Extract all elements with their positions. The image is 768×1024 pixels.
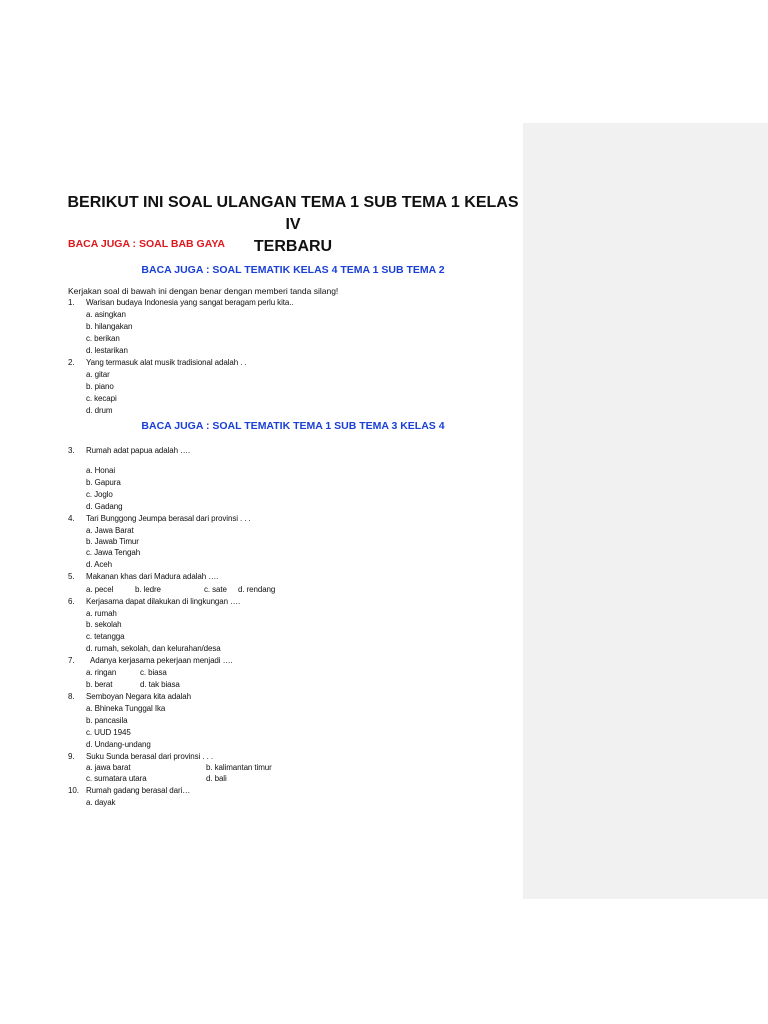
question-number: 9.: [68, 752, 75, 761]
question-text: Adanya kerjasama pekerjaan menjadi ….: [90, 656, 233, 665]
option: b. piano: [86, 382, 114, 391]
option: b. berat: [86, 680, 113, 689]
option: d. tak biasa: [140, 680, 180, 689]
question-text: Tari Bunggong Jeumpa berasal dari provinsi . . .: [86, 514, 251, 523]
link-tema1-subtema3[interactable]: BACA JUGA : SOAL TEMATIK TEMA 1 SUB TEMA 3 KELAS 4: [141, 420, 445, 432]
title-line-1: BERIKUT INI SOAL ULANGAN TEMA 1 SUB TEMA 1 KELAS IV: [67, 194, 519, 233]
option: b. Jawab Timur: [86, 537, 139, 546]
option: a. pecel: [86, 585, 114, 594]
question-text: Yang termasuk alat musik tradisional adalah . .: [86, 358, 247, 367]
comment-pane: [523, 123, 768, 899]
option: a. Bhineka Tunggal Ika: [86, 704, 166, 713]
option: c. sate: [204, 585, 227, 594]
question-number: 7.: [68, 656, 75, 665]
option: c. berikan: [86, 334, 120, 343]
option: d. rendang: [238, 585, 276, 594]
question-text: Rumah adat papua adalah ….: [86, 446, 191, 455]
option: c. kecapi: [86, 394, 117, 403]
option: b. sekolah: [86, 620, 122, 629]
question-number: 4.: [68, 514, 75, 523]
link-tema1-subtema2[interactable]: BACA JUGA : SOAL TEMATIK KELAS 4 TEMA 1 SUB TEMA 2: [141, 264, 445, 276]
question-number: 6.: [68, 597, 75, 606]
option: d. Undang-undang: [86, 740, 151, 749]
title-line-2: TERBARU: [253, 238, 333, 255]
option: d. drum: [86, 406, 113, 415]
question-text: Rumah gadang berasal dari…: [86, 786, 191, 795]
link-soal-bab-gaya[interactable]: BACA JUGA : SOAL BAB GAYA: [68, 238, 225, 250]
question-number: 3.: [68, 446, 75, 455]
option: a. jawa barat: [86, 763, 131, 772]
option: c. Joglo: [86, 490, 113, 499]
option: c. sumatara utara: [86, 774, 147, 783]
option: a. gitar: [86, 370, 110, 379]
option: b. pancasila: [86, 716, 128, 725]
option: d. Gadang: [86, 502, 123, 511]
option: d. rumah, sekolah, dan kelurahan/desa: [86, 644, 221, 653]
option: a. dayak: [86, 798, 116, 807]
option: d. bali: [206, 774, 227, 783]
question-text: Kerjasama dapat dilakukan di lingkungan ….: [86, 597, 241, 606]
instructions: Kerjakan soal di bawah ini dengan benar dengan memberi tanda silang!: [68, 286, 339, 296]
option: a. ringan: [86, 668, 117, 677]
option: c. tetangga: [86, 632, 125, 641]
option: c. biasa: [140, 668, 167, 677]
option: a. Honai: [86, 466, 115, 475]
question-text: Makanan khas dari Madura adalah ….: [86, 572, 219, 581]
option: b. hilangakan: [86, 322, 133, 331]
option: c. Jawa Tengah: [86, 548, 141, 557]
question-number: 8.: [68, 692, 75, 701]
question-number: 1.: [68, 298, 75, 307]
option: d. Aceh: [86, 560, 112, 569]
option: a. rumah: [86, 609, 117, 618]
question-text: Suku Sunda berasal dari provinsi . . .: [86, 752, 213, 761]
question-number: 10.: [68, 786, 79, 795]
option: b. ledre: [135, 585, 161, 594]
option: a. asingkan: [86, 310, 126, 319]
option: d. lestarikan: [86, 346, 128, 355]
option: b. kalimantan timur: [206, 763, 272, 772]
option: b. Gapura: [86, 478, 121, 487]
question-text: Warisan budaya Indonesia yang sangat beragam perlu kita..: [86, 298, 294, 307]
option: a. Jawa Barat: [86, 526, 134, 535]
question-number: 5.: [68, 572, 75, 581]
option: c. UUD 1945: [86, 728, 131, 737]
question-text: Semboyan Negara kita adalah: [86, 692, 191, 701]
question-number: 2.: [68, 358, 75, 367]
